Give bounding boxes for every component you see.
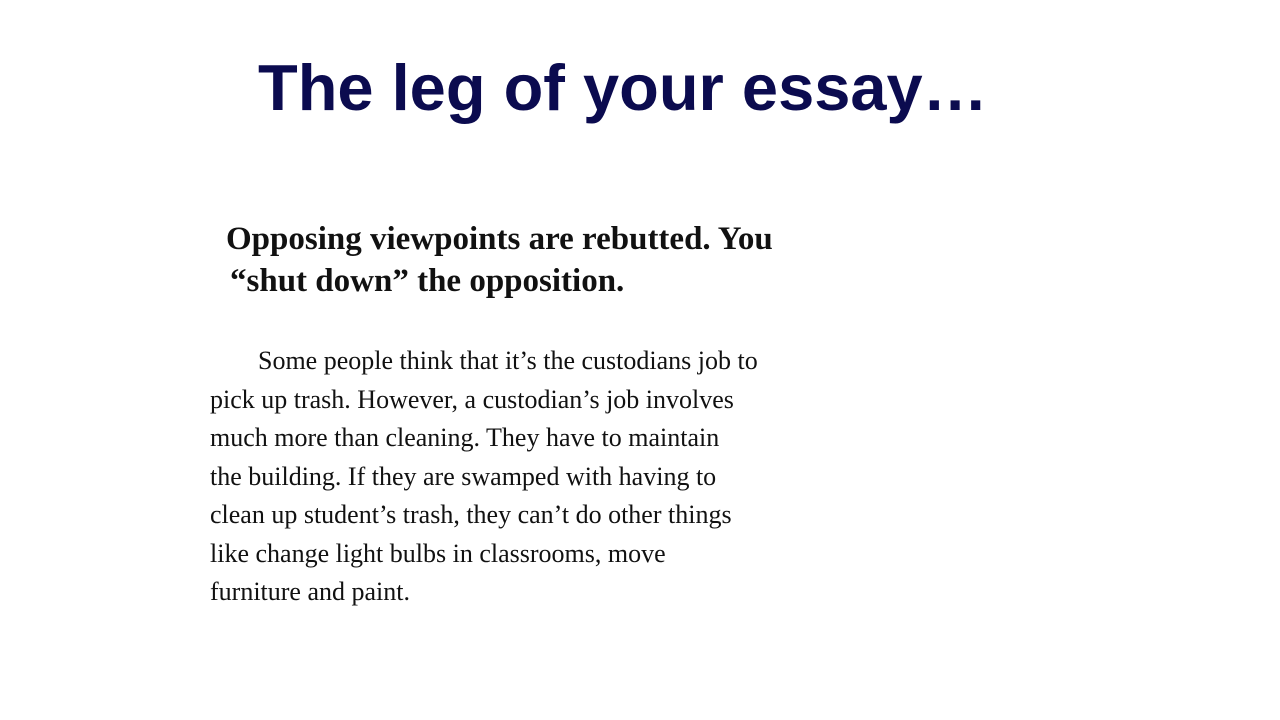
subheading-line: “shut down” the opposition.	[230, 263, 625, 299]
paragraph-line: like change light bulbs in classrooms, move	[210, 538, 666, 568]
paragraph-line: furniture and paint.	[210, 577, 410, 606]
paragraph-line: pick up trash. However, a custodian’s job involves	[210, 384, 734, 414]
paragraph-line: clean up student’s trash, they can’t do other things	[210, 500, 732, 529]
paragraph-line: much more than cleaning. They have to maintain	[210, 423, 720, 452]
paragraph-line: Some people think that it’s the custodians job to	[258, 346, 758, 375]
paragraph-line: the building. If they are swamped with having to	[210, 461, 717, 491]
example-paragraph	[210, 342, 890, 612]
subheading-line: Opposing viewpoints are rebutted. You	[226, 221, 773, 257]
subheading	[226, 218, 866, 302]
slide-title: The leg of your essay…	[258, 51, 988, 124]
